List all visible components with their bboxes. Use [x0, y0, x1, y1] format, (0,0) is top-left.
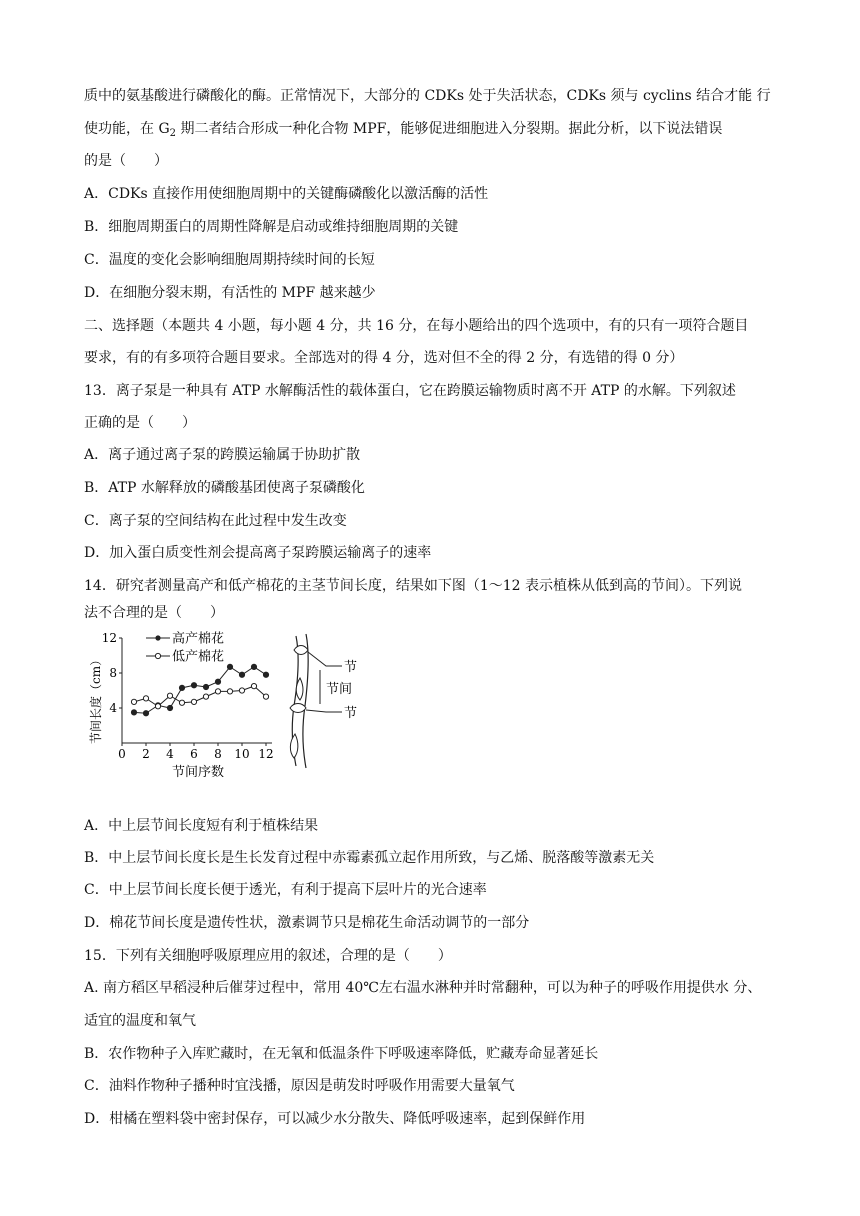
q13-option-d: D．加入蛋白质变性剂会提高离子泵跨膜运输离子的速率: [84, 545, 432, 561]
x-tick-label: 0: [118, 747, 126, 761]
q12-subscript: 2: [169, 128, 177, 139]
bud-lower-icon: [290, 734, 298, 758]
high-yield-point: [143, 711, 148, 716]
low-yield-point: [179, 700, 184, 705]
q15-option-a-line-1: A. 南方稻区早稻浸种后催芽过程中，常用 40℃左右温水淋种并时常翻种，可以为种子的呼吸作用提供水 分、: [84, 980, 762, 996]
stem-diagram: [290, 634, 357, 768]
q13-stem-line-2: 正确的是（ ）: [84, 415, 196, 431]
chart-legend: [146, 631, 224, 665]
q12-line-1: 质中的氨基酸进行磷酸化的酶。正常情况下，大部分的 CDKs 处于失活状态，CDKs 须与 cyclins 结合才能 行: [84, 88, 771, 104]
q14-figure: [86, 626, 376, 786]
high-yield-point: [203, 684, 208, 689]
high-yield-point: [191, 683, 196, 688]
low-yield-point: [251, 684, 256, 689]
high-yield-point: [215, 679, 220, 684]
section2-line-2: 要求，有的有多项符合题目要求。全部选对的得 4 分，选对但不全的得 2 分，有选错的得 0 分）: [84, 350, 684, 366]
q14-option-c: C．中上层节间长度长便于透光，有利于提高下层叶片的光合速率: [84, 882, 487, 898]
low-yield-point: [239, 688, 244, 693]
series-line-low-yield: [134, 686, 266, 706]
x-tick-label: 12: [258, 747, 274, 761]
q12-line-2-a: 使功能，在 G: [84, 121, 170, 137]
x-tick-label: 6: [190, 747, 198, 761]
q12-option-a: A．CDKs 直接作用使细胞周期中的关键酶磷酸化以激活酶的活性: [84, 186, 489, 202]
high-yield-point: [251, 664, 256, 669]
series-line-high-yield: [134, 667, 266, 713]
q12-line-2-b: 期二者结合形成一种化合物 MPF，能够促进细胞进入分裂期。据此分析，以下说法错误: [176, 121, 723, 137]
y-tick-label: 8: [109, 666, 117, 680]
low-yield-point: [203, 694, 208, 699]
high-yield-point: [227, 664, 232, 669]
q12-line-2: [84, 119, 722, 139]
x-tick-label: 2: [142, 747, 150, 761]
q14-option-a: A．中上层节间长度短有利于植株结果: [84, 818, 319, 834]
high-yield-point: [179, 685, 184, 690]
q12-option-c: C．温度的变化会影响细胞周期持续时间的长短: [84, 252, 375, 268]
q12-line-3: 的是（ ）: [84, 153, 168, 169]
node-top: [294, 646, 308, 655]
q15-option-b: B．农作物种子入库贮藏时，在无氧和低温条件下呼吸速率降低，贮藏寿命显著延长: [84, 1046, 599, 1062]
q15-option-c: C．油料作物种子播种时宜浅播，原因是萌发时呼吸作用需要大量氧气: [84, 1078, 515, 1094]
low-yield-point: [167, 693, 172, 698]
low-yield-point: [191, 699, 196, 704]
q14-option-d: D．棉花节间长度是遗传性状，激素调节只是棉花生命活动调节的一部分: [84, 915, 530, 931]
y-tick-label: 12: [101, 631, 117, 645]
low-yield-point: [215, 689, 220, 694]
q15-option-a-line-2: 适宜的温度和氧气: [84, 1013, 196, 1029]
legend-marker-high: [155, 635, 160, 640]
q15-stem: 15．下列有关细胞呼吸原理应用的叙述，合理的是（ ）: [84, 948, 452, 964]
low-yield-point: [263, 694, 268, 699]
q15-option-d: D．柑橘在塑料袋中密封保存，可以减少水分散失、降低呼吸速率，起到保鲜作用: [84, 1111, 586, 1127]
y-axis-label: 节间长度（cm）: [89, 653, 103, 744]
q13-option-c: C．离子泵的空间结构在此过程中发生改变: [84, 513, 347, 529]
x-tick-label: 8: [214, 747, 222, 761]
node-bottom-leader: [306, 710, 342, 712]
label-node-top: 节: [344, 660, 358, 675]
node-top-leader: [308, 652, 342, 666]
node-bottom: [290, 704, 306, 713]
q13-option-a: A．离子通过离子泵的跨膜运输属于协助扩散: [84, 447, 361, 463]
q13-option-b: B．ATP 水解释放的磷酸基团使离子泵磷酸化: [84, 480, 365, 496]
y-tick-label: 4: [109, 701, 117, 715]
high-yield-point: [263, 672, 268, 677]
q12-option-b: B．细胞周期蛋白的周期性降解是启动或维持细胞周期的关键: [84, 219, 459, 235]
low-yield-point: [143, 696, 148, 701]
q14-option-b: B．中上层节间长度长是生长发育过程中赤霉素孤立起作用所致，与乙烯、脱落酸等激素无关: [84, 850, 655, 866]
legend-label-high: 高产棉花: [172, 631, 225, 647]
chart-series: [131, 664, 268, 716]
high-yield-point: [131, 710, 136, 715]
legend-label-low: 低产棉花: [172, 649, 225, 665]
low-yield-point: [131, 699, 136, 704]
q13-stem-line-1: 13．离子泵是一种具有 ATP 水解酶活性的载体蛋白，它在跨膜运输物质时离不开 ATP 的水解。下列叙述: [84, 383, 736, 399]
high-yield-point: [239, 672, 244, 677]
q14-stem-line-2: 法不合理的是（ ）: [84, 605, 224, 621]
q12-option-d: D．在细胞分裂末期，有活性的 MPF 越来越少: [84, 285, 376, 301]
low-yield-point: [227, 689, 232, 694]
x-tick-label: 4: [166, 747, 174, 761]
legend-marker-low: [155, 653, 160, 658]
x-tick-label: 10: [234, 747, 250, 761]
q14-stem-line-1: 14．研究者测量高产和低产棉花的主茎节间长度，结果如下图（1～12 表示植株从低到高的节间）。下列说: [84, 578, 742, 594]
section2-line-1: 二、选择题（本题共 4 小题，每小题 4 分，共 16 分，在每小题给出的四个选项中，有的只有一项符合题目: [84, 318, 749, 334]
high-yield-point: [167, 705, 172, 710]
low-yield-point: [155, 704, 160, 709]
internode-length-chart: [86, 626, 376, 786]
x-axis-label: 节间序数: [172, 765, 225, 780]
label-node-bottom: 节: [344, 706, 358, 721]
label-internode: 节间: [326, 682, 353, 697]
